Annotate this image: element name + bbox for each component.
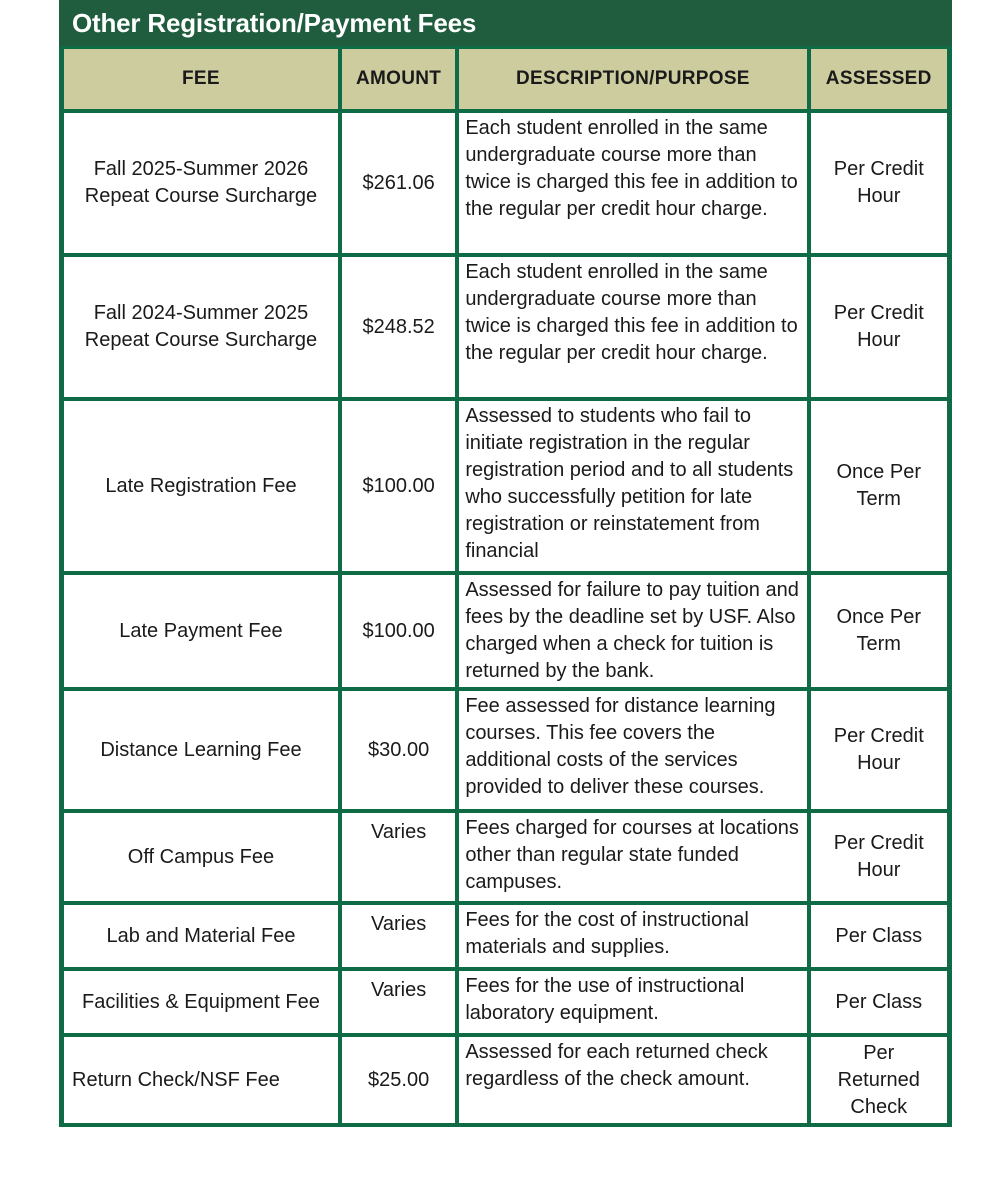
amount-cell: $248.52 [342, 257, 455, 397]
description-cell: Fees for the cost of instructional materials and supplies. [459, 905, 806, 967]
fee-cell: Late Registration Fee [64, 401, 338, 571]
fee-cell [64, 257, 338, 397]
description-cell: Each student enrolled in the same undergraduate course more than twice is charged this fee in addition to the regular per credit hour charge. [459, 113, 806, 253]
assessed-text: Per Credit Hour [833, 158, 924, 207]
fee-cell: Late Payment Fee [64, 575, 338, 687]
fee-cell: Distance Learning Fee [64, 691, 338, 809]
amount-cell: Varies [342, 971, 455, 1033]
table-row [64, 971, 947, 1033]
amount-cell: $261.06 [342, 113, 455, 253]
fees-grid [60, 45, 951, 1127]
fee-cell [64, 113, 338, 253]
fee-cell: Facilities & Equipment Fee [64, 971, 338, 1033]
table-row [64, 257, 947, 397]
assessed-cell [811, 813, 948, 901]
header-fee: FEE [64, 49, 338, 109]
assessed-text: Per Credit Hour [833, 302, 924, 351]
amount-cell: $30.00 [342, 691, 455, 809]
fee-cell: Lab and Material Fee [64, 905, 338, 967]
amount-cell: $25.00 [342, 1037, 455, 1123]
table-row [64, 691, 947, 809]
amount-cell: $100.00 [342, 401, 455, 571]
fee-cell: Off Campus Fee [64, 813, 338, 901]
assessed-text: Per Credit Hour [833, 832, 924, 881]
table-row [64, 575, 947, 687]
assessed-text: Once Per Term [836, 606, 921, 655]
amount-cell: Varies [342, 813, 455, 901]
assessed-cell [811, 575, 948, 687]
assessed-cell [811, 1037, 948, 1123]
assessed-cell: Per Class [811, 905, 948, 967]
description-cell: Fees for the use of instructional laboratory equipment. [459, 971, 806, 1033]
assessed-cell: Per Class [811, 971, 948, 1033]
assessed-cell [811, 113, 948, 253]
assessed-text: Once Per Term [836, 461, 921, 510]
table-title: Other Registration/Payment Fees [59, 0, 952, 46]
description-cell: Assessed to students who fail to initiate registration in the regular registration period and to all students who successfully petition for late registration or reinstatement from financial [459, 401, 806, 571]
fee-text: Fall 2024-Summer 2025 Repeat Course Surcharge [84, 302, 318, 351]
amount-cell: Varies [342, 905, 455, 967]
assessed-text: Per Credit Hour [833, 725, 924, 774]
assessed-cell [811, 401, 948, 571]
header-assessed: ASSESSED [811, 49, 948, 109]
description-cell: Assessed for failure to pay tuition and fees by the deadline set by USF. Also charged when a check for tuition is returned by the bank. [459, 575, 806, 687]
table-row [64, 1037, 947, 1123]
assessed-cell [811, 691, 948, 809]
header-row [64, 49, 947, 109]
table-row [64, 401, 947, 571]
description-cell: Fee assessed for distance learning courses. This fee covers the additional costs of the services provided to deliver these courses. [459, 691, 806, 809]
fee-cell: Return Check/NSF Fee [64, 1037, 338, 1123]
amount-cell: $100.00 [342, 575, 455, 687]
table-row [64, 905, 947, 967]
header-description: DESCRIPTION/PURPOSE [459, 49, 806, 109]
header-amount: AMOUNT [342, 49, 455, 109]
description-cell: Each student enrolled in the same undergraduate course more than twice is charged this fee in addition to the regular per credit hour charge. [459, 257, 806, 397]
table-row [64, 113, 947, 253]
assessed-text: Per Returned Check [837, 1041, 920, 1118]
description-cell: Assessed for each returned check regardless of the check amount. [459, 1037, 806, 1123]
fee-text: Fall 2025-Summer 2026 Repeat Course Surcharge [84, 158, 318, 207]
fees-table [59, 0, 952, 1127]
assessed-cell [811, 257, 948, 397]
description-cell: Fees charged for courses at locations other than regular state funded campuses. [459, 813, 806, 901]
table-row [64, 813, 947, 901]
